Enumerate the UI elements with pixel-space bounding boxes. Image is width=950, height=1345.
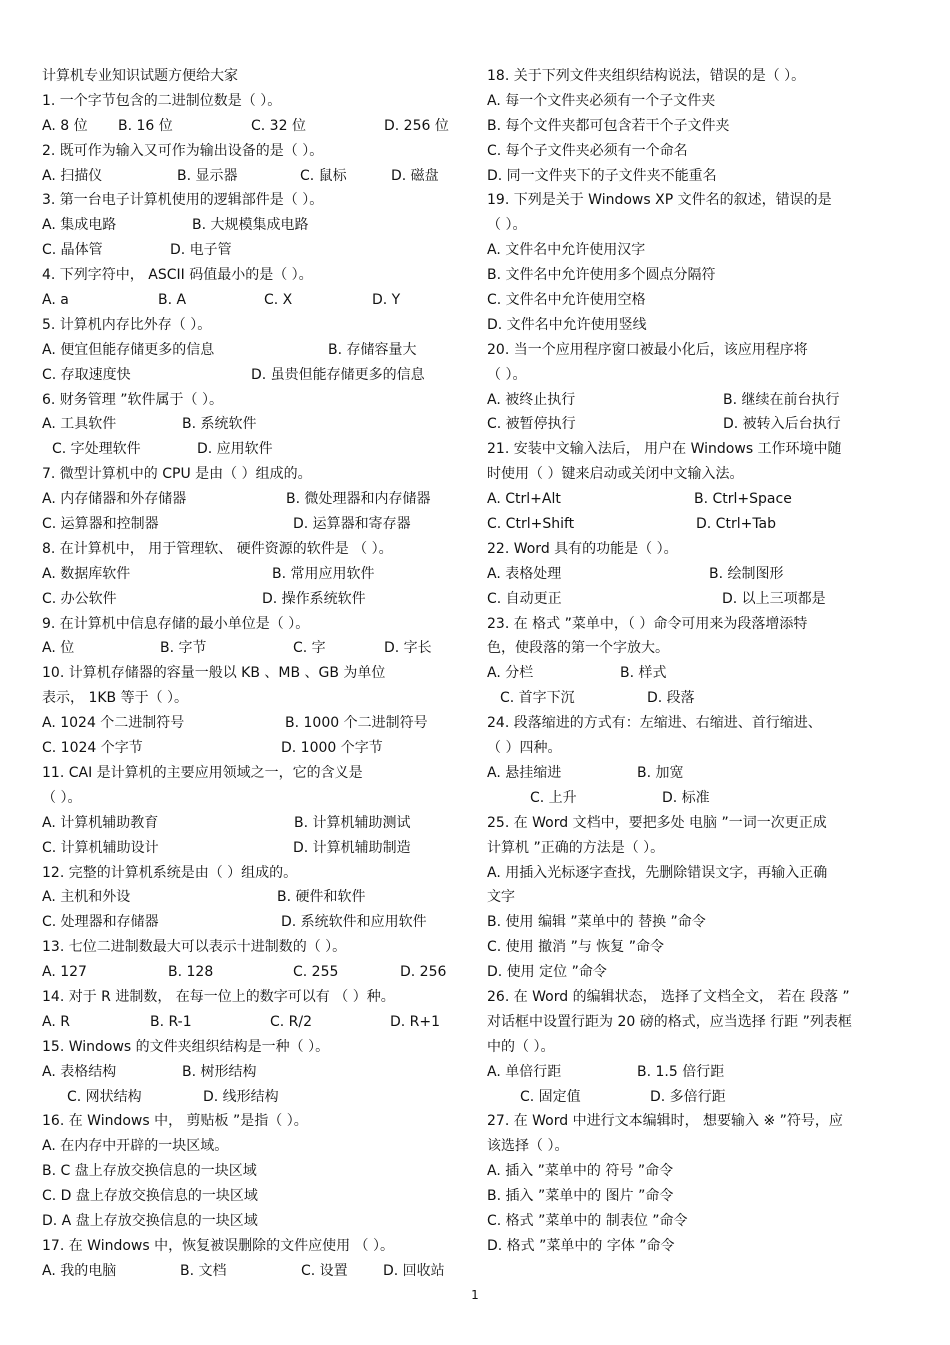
answer-option: A. 8 位 xyxy=(42,117,88,134)
left-line xyxy=(42,686,467,711)
question-text: C. 每个子文件夹必须有一个命名 xyxy=(487,142,688,159)
answer-option: D. 应用软件 xyxy=(197,441,273,458)
left-line xyxy=(42,537,467,562)
answer-option: D. 256 位 xyxy=(384,117,449,134)
right-question-list xyxy=(487,64,912,1259)
answer-option: B. 1000 个二进制符号 xyxy=(285,715,428,732)
answer-option: C. 设置 xyxy=(301,1262,348,1279)
left-line xyxy=(42,313,467,338)
question-text: C. 文件名中允许使用空格 xyxy=(487,292,646,309)
right-line xyxy=(487,985,912,1010)
answer-option: C. 1024 个字节 xyxy=(42,740,143,757)
answer-option: A. 表格结构 xyxy=(42,1063,117,1080)
answer-option: C. 字处理软件 xyxy=(52,441,141,458)
question-text: D. 格式 ”菜单中的 字体 ”命令 xyxy=(487,1237,675,1254)
right-line xyxy=(487,537,912,562)
right-line xyxy=(487,587,912,612)
answer-option: D. 以上三项都是 xyxy=(722,590,826,607)
left-line xyxy=(42,1209,467,1234)
right-line xyxy=(487,188,912,213)
right-line xyxy=(487,562,912,587)
answer-option: C. 办公软件 xyxy=(42,590,117,607)
right-line xyxy=(487,1134,912,1159)
answer-option: C. 计算机辅助设计 xyxy=(42,839,159,856)
question-text: （ ）。 xyxy=(42,789,82,806)
right-line xyxy=(487,636,912,661)
left-line xyxy=(42,114,467,139)
answer-option: B. R-1 xyxy=(150,1013,192,1030)
left-line xyxy=(42,1234,467,1259)
question-text: A. 每一个文件夹必须有一个子文件夹 xyxy=(487,92,716,109)
left-line xyxy=(42,512,467,537)
right-line xyxy=(487,388,912,413)
answer-option: B. Ctrl+Space xyxy=(694,491,792,508)
left-line xyxy=(42,910,467,935)
right-line xyxy=(487,462,912,487)
left-line xyxy=(42,89,467,114)
left-line xyxy=(42,960,467,985)
right-line xyxy=(487,686,912,711)
left-line xyxy=(42,587,467,612)
right-line xyxy=(487,1184,912,1209)
answer-option: D. 字长 xyxy=(384,640,432,657)
question-text: 10. 计算机存储器的容量一般以 KB 、MB 、GB 为单位 xyxy=(42,665,386,682)
answer-option: D. 线形结构 xyxy=(203,1088,279,1105)
question-text: 中的（ ）。 xyxy=(487,1038,555,1055)
question-text: 2. 既可作为输入又可作为输出设备的是（ ）。 xyxy=(42,142,324,159)
left-line xyxy=(42,1184,467,1209)
left-line xyxy=(42,1085,467,1110)
question-text: 23. 在 格式 ”菜单中，（ ）命令可用来为段落增添特 xyxy=(487,615,808,632)
answer-option: C. 255 xyxy=(293,964,339,981)
answer-option: D. 回收站 xyxy=(383,1262,445,1279)
right-line xyxy=(487,1109,912,1134)
question-text: 15. Windows 的文件夹组织结构是一种（ ）。 xyxy=(42,1038,330,1055)
answer-option: C. 晶体管 xyxy=(42,242,103,259)
answer-option: A. 计算机辅助教育 xyxy=(42,814,159,831)
left-line xyxy=(42,139,467,164)
left-line xyxy=(42,1159,467,1184)
answer-option: A. 单倍行距 xyxy=(487,1063,562,1080)
answer-option: A. 扫描仪 xyxy=(42,167,103,184)
answer-option: A. 127 xyxy=(42,964,87,981)
question-text: B. 文件名中允许使用多个圆点分隔符 xyxy=(487,267,716,284)
page-title-text: 计算机专业知识试题方便给大家 xyxy=(42,68,238,84)
left-line xyxy=(42,861,467,886)
question-text: 表示， 1KB 等于（ ）。 xyxy=(42,690,189,707)
left-line xyxy=(42,711,467,736)
right-column xyxy=(487,64,912,1259)
answer-option: C. 存取速度快 xyxy=(42,366,131,383)
question-text: D. 文件名中允许使用竖线 xyxy=(487,316,647,333)
question-text: 20. 当一个应用程序窗口被最小化后，该应用程序将 xyxy=(487,341,808,358)
answer-option: A. R xyxy=(42,1013,70,1030)
answer-option: D. 被转入后台执行 xyxy=(723,416,841,433)
right-line xyxy=(487,1035,912,1060)
answer-option: B. 加宽 xyxy=(637,764,684,781)
right-line xyxy=(487,1209,912,1234)
right-line xyxy=(487,910,912,935)
question-text: 计算机 ”正确的方法是（ ）。 xyxy=(487,839,665,856)
left-line xyxy=(42,238,467,263)
left-line xyxy=(42,562,467,587)
answer-option: B. A xyxy=(158,292,187,309)
page-number: 1 xyxy=(471,1288,479,1302)
right-line xyxy=(487,89,912,114)
answer-option: D. 系统软件和应用软件 xyxy=(281,914,427,931)
question-text: 3. 第一台电子计算机使用的逻辑部件是（ ）。 xyxy=(42,192,324,209)
answer-option: D. R+1 xyxy=(390,1013,441,1030)
question-text: C. 使用 撤消 ”与 恢复 ”命令 xyxy=(487,939,664,956)
left-line xyxy=(42,811,467,836)
right-line xyxy=(487,711,912,736)
right-line xyxy=(487,412,912,437)
answer-option: A. 被终止执行 xyxy=(487,391,576,408)
right-line xyxy=(487,736,912,761)
left-line xyxy=(42,164,467,189)
question-text: D. A 盘上存放交换信息的一块区域 xyxy=(42,1212,258,1229)
answer-option: A. 内存储器和外存储器 xyxy=(42,491,187,508)
answer-option: D. 1000 个字节 xyxy=(281,740,383,757)
answer-option: B. 绘制图形 xyxy=(709,565,784,582)
answer-option: A. 数据库软件 xyxy=(42,565,131,582)
right-line xyxy=(487,836,912,861)
answer-option: A. 1024 个二进制符号 xyxy=(42,715,185,732)
left-line xyxy=(42,1109,467,1134)
answer-option: B. 计算机辅助测试 xyxy=(294,814,411,831)
answer-option: B. 文档 xyxy=(180,1262,227,1279)
question-text: C. 格式 ”菜单中的 制表位 ”命令 xyxy=(487,1212,688,1229)
right-line xyxy=(487,64,912,89)
answer-option: C. 运算器和控制器 xyxy=(42,516,159,533)
answer-option: A. 主机和外设 xyxy=(42,889,131,906)
answer-option: B. 16 位 xyxy=(118,117,173,134)
answer-option: B. 微处理器和内存储器 xyxy=(286,491,431,508)
answer-option: A. Ctrl+Alt xyxy=(487,491,561,508)
question-text: B. 使用 编辑 ”菜单中的 替换 ”命令 xyxy=(487,914,706,931)
question-text: （ ）。 xyxy=(487,217,527,234)
question-text: 1. 一个字节包含的二进制位数是（ ）。 xyxy=(42,92,282,109)
answer-option: D. 多倍行距 xyxy=(650,1088,726,1105)
question-text: B. C 盘上存放交换信息的一块区域 xyxy=(42,1163,257,1180)
question-text: 24. 段落缩进的方式有：左缩进、右缩进、首行缩进、 xyxy=(487,715,822,732)
left-line xyxy=(42,736,467,761)
answer-option: C. 上升 xyxy=(530,789,577,806)
right-line xyxy=(487,612,912,637)
right-line xyxy=(487,164,912,189)
question-text: （ ）四种。 xyxy=(487,740,562,757)
answer-option: A. 便宜但能存储更多的信息 xyxy=(42,341,215,358)
left-line xyxy=(42,263,467,288)
left-line xyxy=(42,1010,467,1035)
answer-option: A. a xyxy=(42,292,69,309)
right-line xyxy=(487,114,912,139)
answer-option: D. 操作系统软件 xyxy=(262,590,366,607)
answer-option: B. 大规模集成电路 xyxy=(192,217,309,234)
answer-option: D. 256 xyxy=(400,964,447,981)
right-line xyxy=(487,512,912,537)
answer-option: C. R/2 xyxy=(270,1013,313,1030)
left-line xyxy=(42,786,467,811)
left-line xyxy=(42,188,467,213)
answer-option: C. 自动更正 xyxy=(487,590,562,607)
question-text: 该选择（ ）。 xyxy=(487,1138,569,1155)
question-text: 色，使段落的第一个字放大。 xyxy=(487,640,669,657)
right-line xyxy=(487,935,912,960)
left-line xyxy=(42,388,467,413)
question-text: D. 使用 定位 ”命令 xyxy=(487,964,607,981)
left-line xyxy=(42,462,467,487)
question-text: 22. Word 具有的功能是（ ）。 xyxy=(487,540,678,557)
question-text: 4. 下列字符中， ASCII 码值最小的是（ ）。 xyxy=(42,267,313,284)
answer-option: C. Ctrl+Shift xyxy=(487,516,575,533)
left-line xyxy=(42,437,467,462)
question-text: 对话框中设置行距为 20 磅的格式，应当选择 行距 ”列表框 xyxy=(487,1013,852,1030)
right-line xyxy=(487,861,912,886)
answer-option: C. 处理器和存储器 xyxy=(42,914,159,931)
left-line xyxy=(42,612,467,637)
left-line xyxy=(42,338,467,363)
left-line xyxy=(42,661,467,686)
left-line xyxy=(42,636,467,661)
right-line xyxy=(487,960,912,985)
question-text: 8. 在计算机中， 用于管理软、 硬件资源的软件是 （ ）。 xyxy=(42,540,393,557)
question-text: 12. 完整的计算机系统是由（ ）组成的。 xyxy=(42,864,298,881)
answer-option: A. 集成电路 xyxy=(42,217,117,234)
page-title xyxy=(42,64,467,89)
answer-option: C. 固定值 xyxy=(520,1088,581,1105)
answer-option: D. 标准 xyxy=(662,789,710,806)
answer-option: D. 虽贵但能存储更多的信息 xyxy=(251,366,425,383)
answer-option: C. 鼠标 xyxy=(300,167,347,184)
left-line xyxy=(42,363,467,388)
answer-option: C. X xyxy=(264,292,293,309)
answer-option: D. 运算器和寄存器 xyxy=(293,516,411,533)
left-line xyxy=(42,288,467,313)
answer-option: D. 计算机辅助制造 xyxy=(293,839,411,856)
question-text: 7. 微型计算机中的 CPU 是由（ ）组成的。 xyxy=(42,466,312,483)
question-text: 13. 七位二进制数最大可以表示十进制数的（ ）。 xyxy=(42,939,347,956)
right-line xyxy=(487,288,912,313)
left-line xyxy=(42,213,467,238)
answer-option: B. 常用应用软件 xyxy=(272,565,375,582)
question-text: 9. 在计算机中信息存储的最小单位是（ ）。 xyxy=(42,615,310,632)
question-text: 17. 在 Windows 中，恢复被误删除的文件应使用 （ ）。 xyxy=(42,1237,395,1254)
question-text: 6. 财务管理 ”软件属于（ ）。 xyxy=(42,391,223,408)
left-line xyxy=(42,885,467,910)
question-text: 16. 在 Windows 中， 剪贴板 ”是指（ ）。 xyxy=(42,1113,308,1130)
answer-option: B. 继续在前台执行 xyxy=(723,391,840,408)
answer-option: A. 悬挂缩进 xyxy=(487,764,562,781)
answer-option: D. 电子管 xyxy=(170,242,232,259)
question-text: 11. CAI 是计算机的主要应用领域之一，它的含义是 xyxy=(42,764,363,781)
answer-option: D. 段落 xyxy=(647,690,695,707)
right-line xyxy=(487,313,912,338)
left-line xyxy=(42,985,467,1010)
answer-option: B. 1.5 倍行距 xyxy=(637,1063,725,1080)
answer-option: B. 硬件和软件 xyxy=(277,889,366,906)
question-text: A. 用插入光标逐字查找，先删除错误文字，再输入正确 xyxy=(487,864,828,881)
question-text: 5. 计算机内存比外存（ ）。 xyxy=(42,316,212,333)
right-line xyxy=(487,1085,912,1110)
answer-option: B. 树形结构 xyxy=(182,1063,257,1080)
right-line xyxy=(487,263,912,288)
question-text: 26. 在 Word 的编辑状态， 选择了文档全文， 若在 段落 ” xyxy=(487,988,850,1005)
answer-option: B. 显示器 xyxy=(177,167,238,184)
answer-option: B. 系统软件 xyxy=(182,416,257,433)
question-text: C. D 盘上存放交换信息的一块区域 xyxy=(42,1188,258,1205)
question-text: D. 同一文件夹下的子文件夹不能重名 xyxy=(487,167,717,184)
question-text: A. 插入 ”菜单中的 符号 ”命令 xyxy=(487,1163,674,1180)
answer-option: B. 样式 xyxy=(620,665,667,682)
question-text: A. 文件名中允许使用汉字 xyxy=(487,242,646,259)
right-line xyxy=(487,437,912,462)
question-text: 14. 对于 R 进制数， 在每一位上的数字可以有 （ ）种。 xyxy=(42,988,395,1005)
answer-option: A. 位 xyxy=(42,640,75,657)
question-text: 文字 xyxy=(487,889,515,906)
right-line xyxy=(487,1060,912,1085)
answer-option: A. 我的电脑 xyxy=(42,1262,117,1279)
question-text: B. 每个文件夹都可包含若干个子文件夹 xyxy=(487,117,730,134)
right-line xyxy=(487,238,912,263)
answer-option: B. 存储容量大 xyxy=(328,341,417,358)
answer-option: B. 字节 xyxy=(160,640,207,657)
left-line xyxy=(42,935,467,960)
answer-option: A. 表格处理 xyxy=(487,565,562,582)
answer-option: C. 被暂停执行 xyxy=(487,416,576,433)
right-line xyxy=(487,487,912,512)
question-text: A. 在内存中开辟的一块区域。 xyxy=(42,1138,229,1155)
left-line xyxy=(42,1259,467,1284)
right-line xyxy=(487,661,912,686)
answer-option: A. 分栏 xyxy=(487,665,534,682)
left-line xyxy=(42,412,467,437)
answer-option: D. 磁盘 xyxy=(391,167,439,184)
left-line xyxy=(42,1060,467,1085)
left-line xyxy=(42,1134,467,1159)
question-text: 25. 在 Word 文档中，要把多处 电脑 ”一词一次更正成 xyxy=(487,814,827,831)
question-text: 19. 下列是关于 Windows XP 文件名的叙述，错误的是 xyxy=(487,192,832,209)
right-line xyxy=(487,139,912,164)
answer-option: C. 32 位 xyxy=(251,117,306,134)
left-column xyxy=(42,64,467,1284)
answer-option: D. Y xyxy=(372,292,401,309)
left-line xyxy=(42,761,467,786)
answer-option: A. 工具软件 xyxy=(42,416,117,433)
right-line xyxy=(487,363,912,388)
left-line xyxy=(42,487,467,512)
right-line xyxy=(487,1010,912,1035)
right-line xyxy=(487,338,912,363)
left-line xyxy=(42,836,467,861)
right-line xyxy=(487,1234,912,1259)
question-text: 时使用（ ）键来启动或关闭中文输入法。 xyxy=(487,466,744,483)
right-line xyxy=(487,213,912,238)
right-line xyxy=(487,761,912,786)
left-question-list xyxy=(42,89,467,1284)
question-text: B. 插入 ”菜单中的 图片 ”命令 xyxy=(487,1188,674,1205)
right-line xyxy=(487,786,912,811)
right-line xyxy=(487,885,912,910)
question-text: 27. 在 Word 中进行文本编辑时， 想要输入 ※ ”符号，应 xyxy=(487,1113,843,1130)
answer-option: C. 字 xyxy=(293,640,326,657)
answer-option: D. Ctrl+Tab xyxy=(696,516,777,533)
answer-option: C. 网状结构 xyxy=(67,1088,142,1105)
question-text: 18. 关于下列文件夹组织结构说法，错误的是（ ）。 xyxy=(487,68,806,84)
question-text: 21. 安装中文输入法后， 用户在 Windows 工作环境中随 xyxy=(487,441,842,458)
answer-option: C. 首字下沉 xyxy=(500,690,575,707)
left-line xyxy=(42,1035,467,1060)
right-line xyxy=(487,811,912,836)
right-line xyxy=(487,1159,912,1184)
answer-option: B. 128 xyxy=(168,964,214,981)
question-text: （ ）。 xyxy=(487,366,527,383)
